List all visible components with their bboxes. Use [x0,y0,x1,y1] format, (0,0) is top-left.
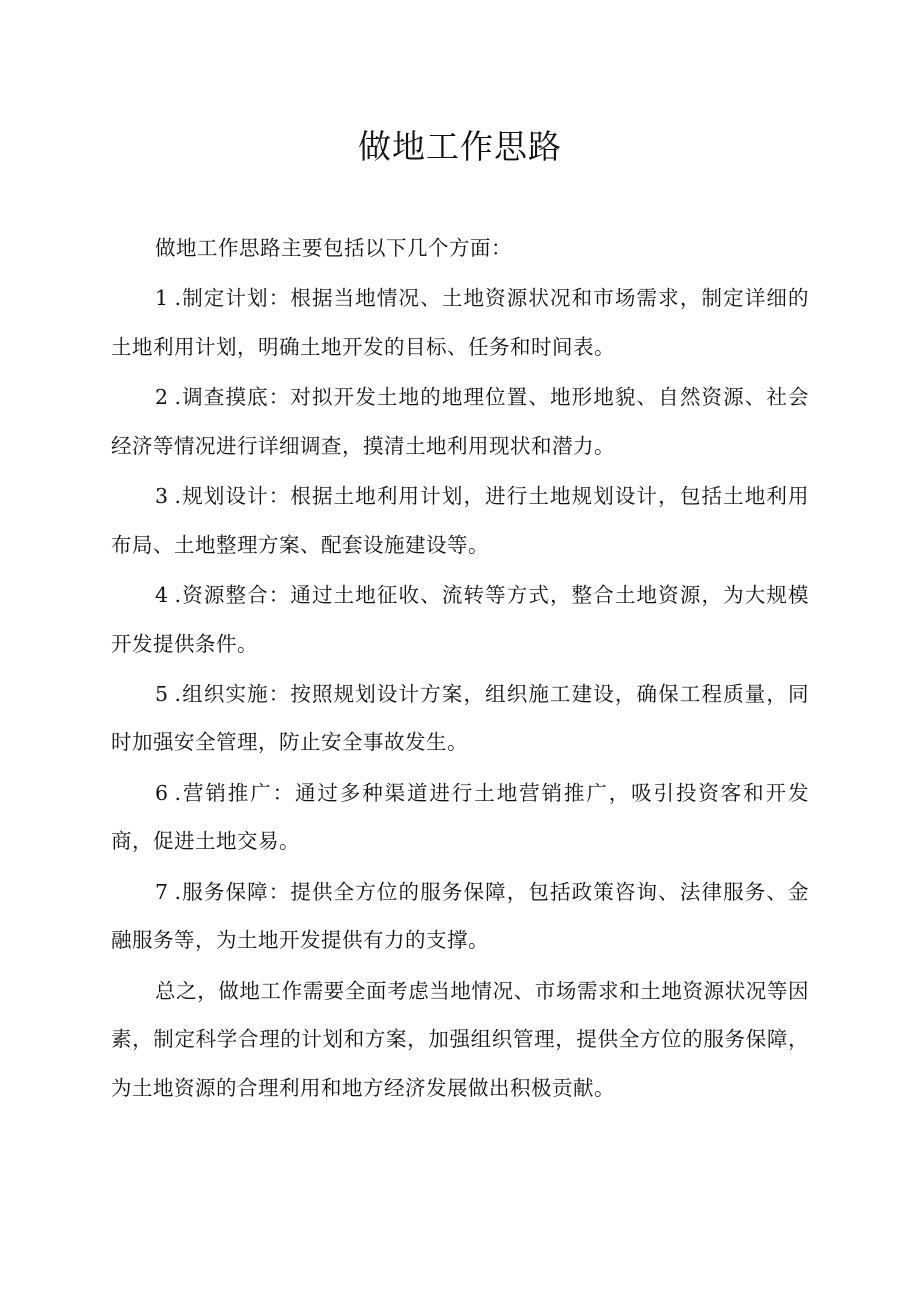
list-item [111,670,809,767]
item-number: 3 [155,484,169,509]
item-number: 7 [155,879,169,904]
list-item [111,373,809,470]
list-item [111,274,809,371]
item-number: 1 [155,286,169,311]
item-number: 2 [155,385,169,410]
document-body [111,224,809,1114]
list-item [111,571,809,668]
item-text: .组织实施：按照规划设计方案，组织施工建设，确保工程质量，同时加强安全管理，防止安全事故发生。 [111,681,809,755]
item-number: 5 [155,681,169,706]
item-text: .资源整合：通过土地征收、流转等方式，整合土地资源，为大规模开发提供条件。 [111,583,809,656]
intro-paragraph: 做地工作思路主要包括以下几个方面： [155,236,512,260]
list-item [111,769,809,866]
item-number: 4 [155,583,169,608]
item-text: .制定计划：根据当地情况、土地资源状况和市场需求，制定详细的土地利用计划，明确土地开发的目标、任务和时间表。 [111,286,809,359]
document-title: 做地工作思路 [358,127,562,166]
list-item [111,472,809,569]
item-text: .服务保障：提供全方位的服务保障，包括政策咨询、法律服务、金融服务等，为土地开发提供有力的支撑。 [111,879,809,953]
conclusion-paragraph: 总之，做地工作需要全面考虑当地情况、市场需求和土地资源状况等因素，制定科学合理的计划和方案，加强组织管理，提供全方位的服务保障，为土地资源的合理利用和地方经济发展做出积极贡献。 [111,978,809,1100]
item-text: .规划设计：根据土地利用计划，进行土地规划设计，包括土地利用布局、土地整理方案、配套设施建设等。 [111,484,809,557]
list-item [111,868,809,965]
item-text: .调查摸底：对拟开发土地的地理位置、地形地貌、自然资源、社会经济等情况进行详细调查，摸清土地利用现状和潜力。 [111,385,809,458]
item-text: .营销推广：通过多种渠道进行土地营销推广，吸引投资客和开发商，促进土地交易。 [111,780,809,854]
item-number: 6 [155,780,169,805]
